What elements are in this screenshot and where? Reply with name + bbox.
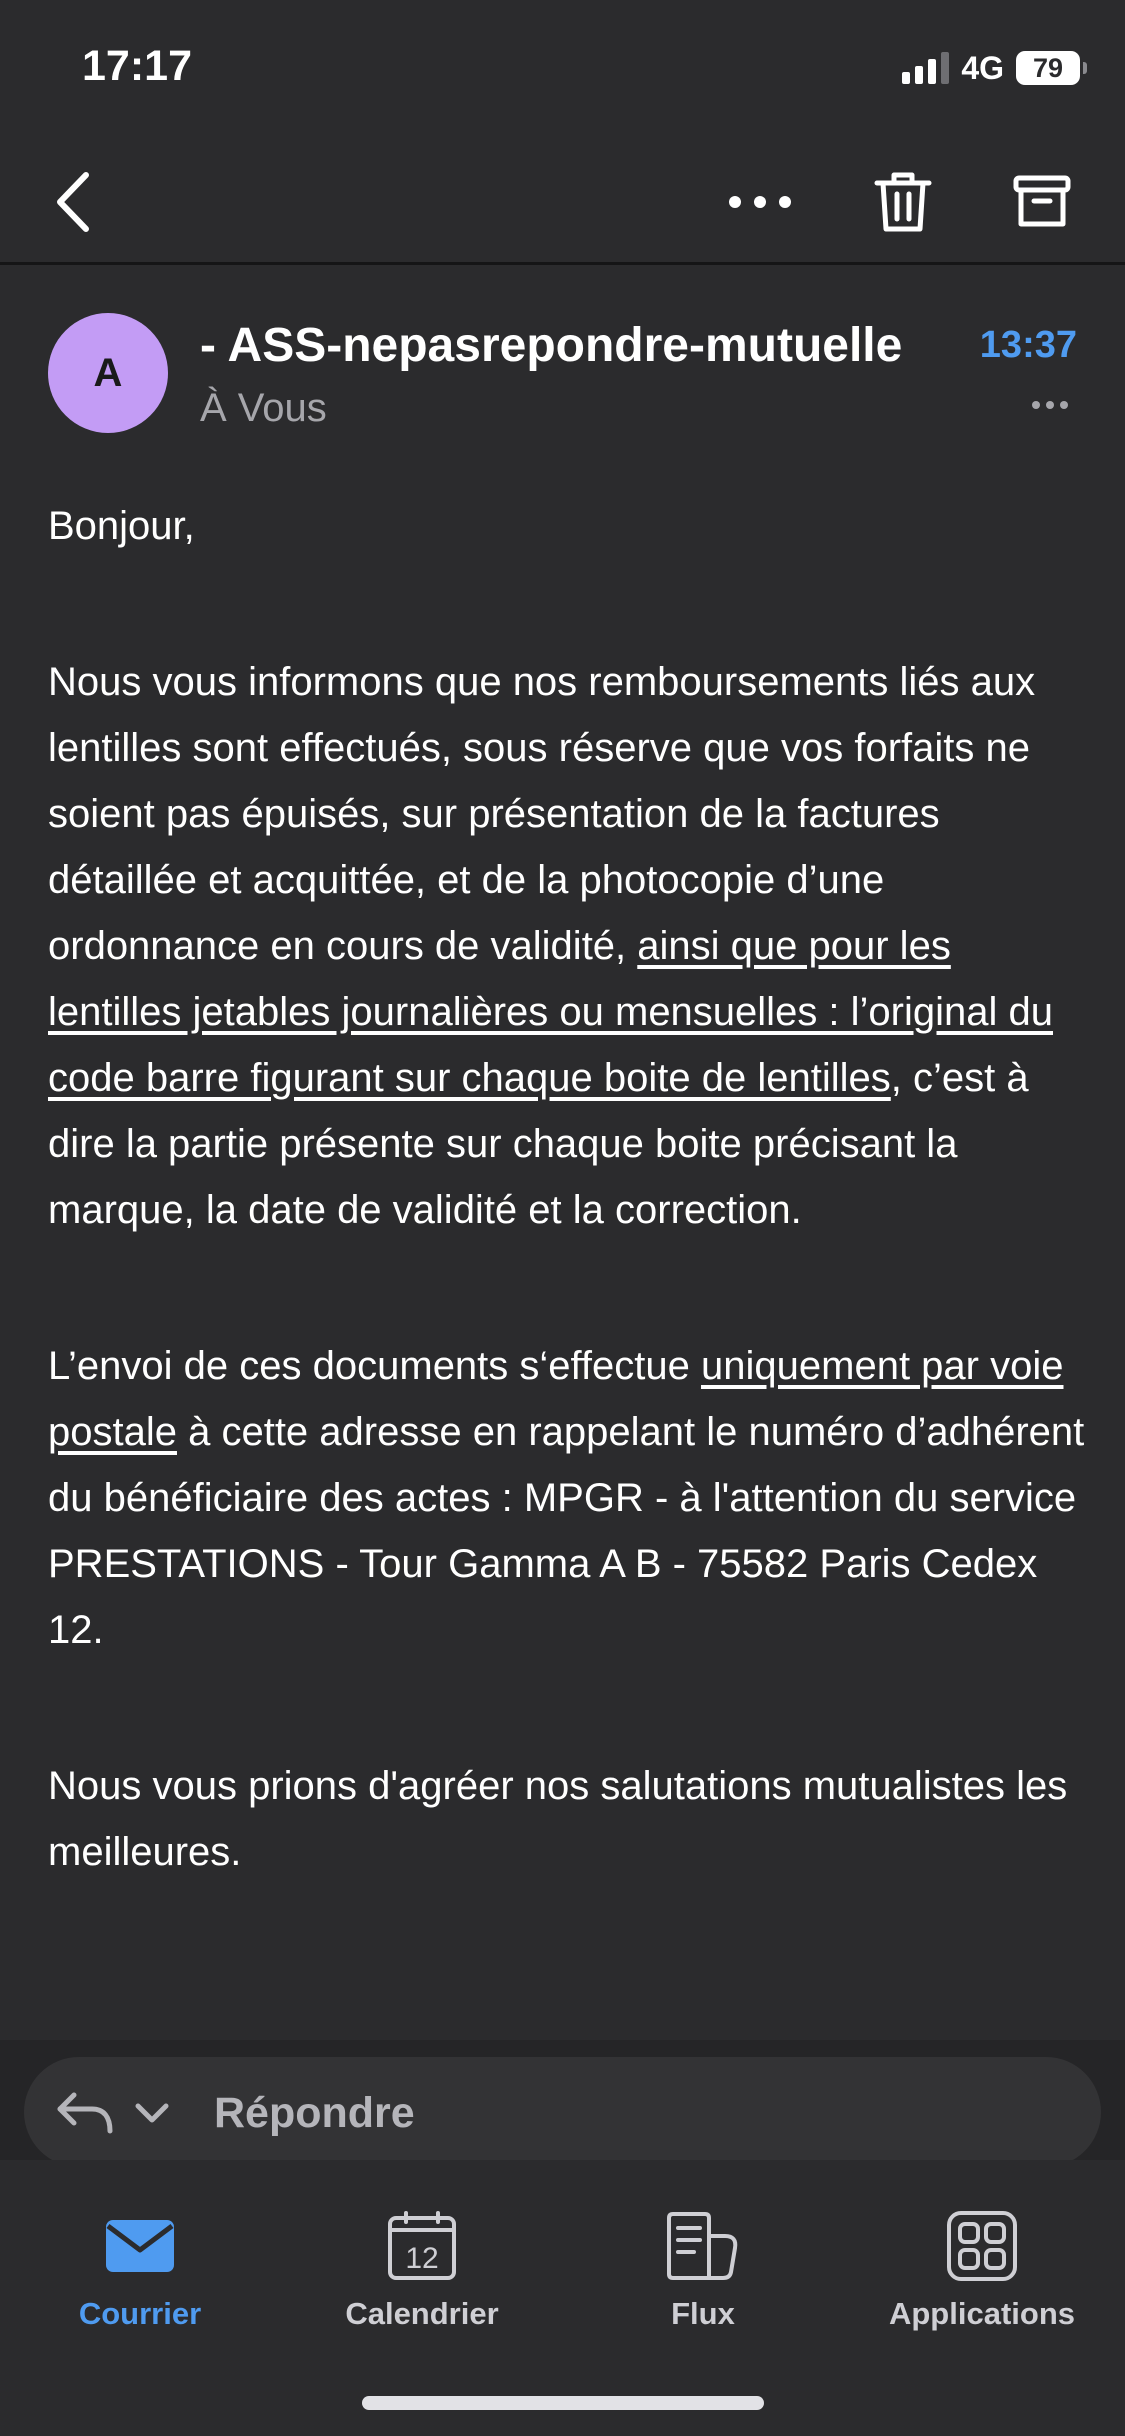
calendar-icon — [386, 2210, 458, 2282]
battery-icon — [1016, 51, 1080, 85]
avatar: A — [48, 313, 168, 433]
apps-icon — [946, 2210, 1018, 2282]
network-type: 4G — [961, 49, 1004, 86]
greeting: Bonjour, — [48, 504, 195, 548]
home-indicator[interactable] — [362, 2396, 764, 2410]
underlined-text: uniquement par voie postale — [48, 1344, 1064, 1454]
recipient[interactable]: À Vous — [200, 386, 327, 430]
closing: Nous vous prions d'agréer nos salutations mutualistes les meilleures. — [48, 1764, 1068, 1874]
signal-icon — [902, 52, 949, 84]
tab-calendrier[interactable] — [297, 2206, 547, 2346]
tab-bar — [0, 2160, 1125, 2436]
sender-name[interactable]: - ASS-nepasrepondre-mutuelle — [200, 319, 903, 372]
calendar-day: 12 — [405, 2242, 439, 2275]
tab-label: Calendrier — [345, 2296, 499, 2331]
paragraph-text: à cette adresse en rappelant le numéro d’adhérent du bénéficiaire des actes : MPGR - à l'attention du service PRESTATIONS - Tour Gamma A B - 75582 Paris Cedex 12. — [48, 1410, 1085, 1652]
paragraph-text: Nous vous informons que nos remboursements liés aux lentilles sont effectués, sous réserve que vos forfaits ne soient pas épuisés, sur présentation de la factures détaillée et acquittée, et de la photocopie d’une ordonnance en cours de validité, — [48, 660, 1036, 968]
mail-icon — [104, 2218, 176, 2274]
chevron-down-icon[interactable] — [134, 2102, 170, 2124]
reply-area — [0, 2040, 1125, 2160]
tab-courrier[interactable] — [15, 2206, 265, 2346]
tab-flux[interactable] — [578, 2206, 828, 2346]
tab-label: Flux — [671, 2296, 735, 2331]
paragraph-text: , c’est à dire la partie présente sur chaque boite précisant la marque, la date de validité et la correction. — [48, 1056, 1029, 1232]
trash-icon[interactable] — [858, 157, 948, 247]
paragraph-reimbursement — [48, 649, 1088, 1243]
status-indicators — [902, 48, 1080, 88]
paragraph-text: L’envoi de ces documents s‘effectue — [48, 1344, 702, 1388]
email-time: 13:37 — [979, 324, 1077, 366]
email-view — [0, 268, 1125, 2036]
feed-icon — [665, 2210, 741, 2282]
more-icon[interactable] — [715, 157, 805, 247]
back-icon[interactable] — [28, 157, 118, 247]
tab-label: Applications — [888, 2296, 1075, 2331]
reply-button[interactable] — [24, 2057, 1101, 2167]
reply-icon — [54, 2087, 114, 2137]
underlined-text: ainsi que pour les lentilles jetables journalières ou mensuelles : l’original du code barre figurant sur chaque boite de lentilles — [48, 924, 1053, 1100]
email-body — [48, 493, 1088, 1975]
archive-icon[interactable] — [997, 157, 1087, 247]
status-bar — [0, 0, 1125, 135]
tab-applications[interactable] — [857, 2206, 1107, 2346]
message-more-icon[interactable] — [1030, 398, 1070, 416]
status-time: 17:17 — [82, 42, 192, 90]
paragraph-postal — [48, 1333, 1088, 1663]
battery-level: 79 — [1032, 52, 1064, 83]
tab-label: Courrier — [78, 2296, 202, 2331]
reply-label: Répondre — [214, 2089, 415, 2137]
navigation-bar — [0, 135, 1125, 265]
